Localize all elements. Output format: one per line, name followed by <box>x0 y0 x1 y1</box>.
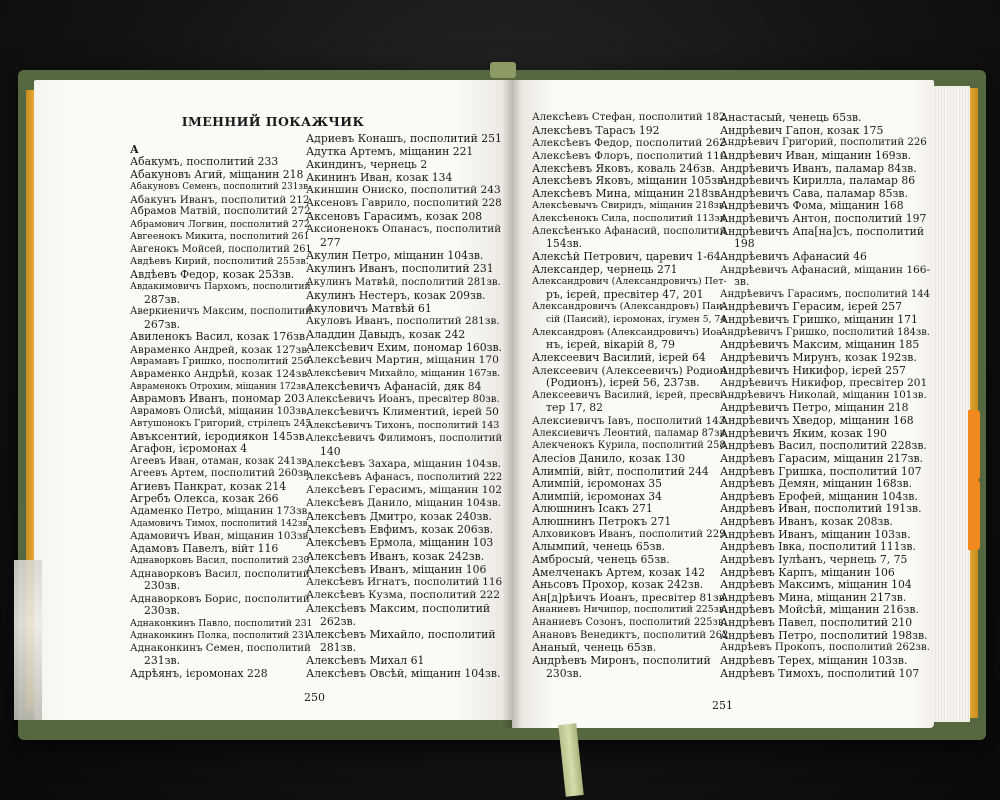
book-gutter <box>502 80 522 728</box>
index-entry: Андрѣевичъ Никифор, ієрей 257 <box>720 363 906 377</box>
index-entry: Андрѣевичъ Гарасимъ, посполитий 144 <box>720 288 931 300</box>
index-entry: Ананиевъ Созонъ, посполитий 225зв. <box>532 617 727 628</box>
index-entry: 287зв. <box>144 292 181 306</box>
index-entry: Андрѣевъ Мина, міщанин 217зв. <box>720 590 907 604</box>
index-entry: Автушонокъ Григорий, стрілецъ 245 <box>130 418 312 430</box>
index-entry: Алимпій, ієромонах 34 <box>532 489 663 503</box>
index-entry: Акуловъ Иванъ, посполитий 281зв. <box>306 314 500 327</box>
index-entry: Алексѣевъ Яковъ, міщанин 105зв. <box>532 174 727 188</box>
index-entry: Андрѣевичъ Апа[на]съ, посполитий <box>720 224 925 238</box>
index-entry: Алексиевичъ Іавъ, посполитий 143 <box>532 415 726 427</box>
index-entry: Алексѣевич Ехим, пономар 160зв. <box>306 340 502 354</box>
index-entry: Андрѣевич Григорий, посполитий 226 <box>720 137 927 149</box>
index-entry: Авъксентий, ієродиякон 145зв. <box>130 429 309 443</box>
index-entry: Андрѣевичъ Мирунъ, козак 192зв. <box>720 350 917 364</box>
index-entry: Авиленокъ Васил, козак 176зв. <box>130 330 309 344</box>
index-entry: Андрѣевичъ Иванъ, паламар 84зв. <box>720 161 917 175</box>
index-entry: 154зв. <box>546 237 583 251</box>
index-entry: Андрѣевъ Петро, посполитий 198зв. <box>720 628 928 642</box>
index-entry: Алексѣевъ Флоръ, посполитий 110 <box>532 149 727 162</box>
index-entry: Андрѣевъ Миронъ, посполитий <box>532 653 711 667</box>
index-entry: Ананиевъ Ничипор, посполитий 225зв. <box>532 604 728 616</box>
index-entry: Алесіов Данило, козак 130 <box>532 451 686 465</box>
index-entry: Алексѣевичъ Иоанъ, пресвітер 80зв. <box>306 393 500 405</box>
index-entry: Авраменко Андрѣй, козак 124зв. <box>130 368 311 381</box>
index-entry: 267зв. <box>144 317 181 331</box>
index-entry: Андрѣевичъ Фома, міщанин 168 <box>720 199 904 213</box>
index-entry: Адамовъ Павелъ, війт 116 <box>130 542 279 555</box>
index-entry: Абакумъ, посполитий 233 <box>130 155 279 169</box>
index-entry: Андрѣевичъ Никифор, пресвітер 201 <box>720 377 928 390</box>
index-entry: Абакунъ Иванъ, посполитий 212 <box>130 193 310 206</box>
index-entry: Александровъ (Александровичъ) Иоа- <box>532 326 726 338</box>
index-entry: 230зв. <box>546 666 583 680</box>
page-number-right: 251 <box>712 699 733 712</box>
index-entry: Андрѣевичъ Афанасий 46 <box>720 249 867 263</box>
index-entry: Аднаконкинъ Полка, посполитий 231 <box>130 631 310 642</box>
index-entry: Андрѣевич Иван, міщанин 169зв. <box>720 148 912 162</box>
index-entry: Алексѣевъ Данило, міщанин 104зв. <box>306 497 502 510</box>
index-entry: Алексѣевичъ Афанасій, дяк 84 <box>306 379 482 393</box>
index-entry: Агеевъ Артем, посполитий 260зв. <box>130 468 313 480</box>
index-entry: нъ, ієрей, вікарій 8, 79 <box>546 338 675 352</box>
index-entry: Аксионенокъ Опанасъ, посполитий <box>306 223 502 236</box>
index-entry: Абрамов Матвій, посполитий 272 <box>130 206 311 218</box>
index-entry: Андрѣевъ Iулѣанъ, чернець 7, 75 <box>720 552 908 566</box>
right-column-1 <box>532 112 728 680</box>
index-entry: Андрѣевъ Карпъ, міщанин 106 <box>720 565 895 579</box>
index-entry: Андрѣевъ Павел, посполитий 210 <box>720 616 913 629</box>
right-page <box>512 80 934 728</box>
index-entry: Андрѣевичъ Кирилла, паламар 86 <box>720 174 916 188</box>
index-entry: Алексѣевъ Афанасъ, посполитий 222 <box>306 472 503 484</box>
index-entry: Авраменокъ Отрохим, міщанин 172зв. <box>130 381 309 392</box>
index-entry: Алюшнинъ Петрокъ 271 <box>532 515 672 528</box>
index-entry: Андрѣевичъ Хведор, міщанин 168 <box>720 414 914 427</box>
index-entry: сій (Паисий), ієромонах, ігумен 5, 74 <box>546 314 727 325</box>
index-entry: Акининъ Иван, козак 134 <box>306 171 453 185</box>
index-entry: Абакуновъ Агий, міщанин 218 <box>130 167 304 181</box>
index-entry: Андрѣевъ Иванъ, міщанин 103зв. <box>720 527 911 541</box>
index-entry: Алексѣенокъ Сила, посполитий 113зв. <box>532 213 729 224</box>
index-entry: Алексѣевъ Федор, посполитий 262 <box>532 137 726 150</box>
index-entry: Алексѣевичъ Климентий, ієрей 50 <box>306 405 499 418</box>
index-entry: Акуловичъ Матвѣй 61 <box>306 301 432 315</box>
index-entry: Алексѣевич Михайло, міщанин 167зв. <box>306 367 501 379</box>
index-entry: Алексеевич Василий, ієрей 64 <box>532 350 706 364</box>
index-entry: 281зв. <box>320 640 357 654</box>
index-entry: Андрѣевич Гапон, козак 175 <box>720 123 884 137</box>
index-entry: Аднаворковъ Васил, посполитий <box>130 567 310 580</box>
index-entry: Анастасый, ченець 65зв. <box>720 111 862 124</box>
index-entry: Алекченокъ Курила, посполитий 258 <box>532 440 726 452</box>
index-entry: Андрѣевъ Терех, міщанин 103зв. <box>720 653 908 667</box>
page-stack <box>930 86 970 722</box>
index-entry: Адутка Артемъ, міщанин 221 <box>306 145 474 159</box>
index-entry: Акулинъ Нестеръ, козак 209зв. <box>306 288 486 302</box>
index-entry: Алексѣевъ Тарасъ 192 <box>532 123 660 137</box>
index-entry: Андрѣевичъ Афанасий, міщанин 166- <box>720 263 931 276</box>
index-entry: А <box>130 143 139 156</box>
index-entry: Алексѣенъко Афанасий, посполитий <box>532 225 727 237</box>
index-entry: Авдѣевъ Кирий, посполитий 255зв. <box>130 256 309 268</box>
index-entry: Аврамовъ Олисѣй, міщанин 103зв. <box>130 405 310 417</box>
index-entry: Аднаворковъ Борис, посполитий <box>130 592 310 605</box>
index-entry: Андрѣевичъ Герасим, ієрей 257 <box>720 300 902 314</box>
index-entry: Авдѣевъ Федор, козак 253зв. <box>130 267 295 281</box>
index-entry: Андрѣевичъ Сава, паламар 85зв. <box>720 186 908 200</box>
index-entry: Андрѣевичъ Яким, козак 190 <box>720 426 887 440</box>
index-entry: Алюшнинъ Ісакъ 271 <box>532 502 653 516</box>
index-entry: Акиндинъ, чернець 2 <box>306 158 428 172</box>
index-entry: Алексѣевичъ Филимонъ, посполитий <box>306 433 503 445</box>
index-entry: Алексеевичъ Василий, ієрей, пресві- <box>532 389 727 401</box>
index-entry: Акулинъ Матвѣй, посполитий 281зв. <box>306 276 501 288</box>
index-entry: Алексѣевъ Иванъ, козак 242зв. <box>306 549 485 563</box>
index-entry: Агиевъ Панкрат, козак 214 <box>130 479 287 493</box>
index-entry: Андрѣевъ Гришка, посполитий 107 <box>720 464 922 478</box>
left-column-1 <box>130 144 312 680</box>
index-entry: Алимпій, війт, посполитий 244 <box>532 464 709 478</box>
index-entry: Алексѣевъ Овсѣй, міщанин 104зв. <box>306 666 501 680</box>
page-number-left: 250 <box>304 691 325 704</box>
index-entry: Алексѣевъ Яковъ, коваль 246зв. <box>532 161 716 175</box>
torn-paper-scrap <box>14 560 42 720</box>
left-column-2 <box>306 132 502 680</box>
index-entry: Алексѣевъ Захара, міщанин 104зв. <box>306 458 502 471</box>
index-entry: Акиншин Ониско, посполитий 243 <box>306 184 501 197</box>
index-entry: Александер, чернець 271 <box>532 262 678 276</box>
index-entry: Андрѣевъ Иванъ, козак 208зв. <box>720 515 893 528</box>
index-entry: Амбросый, ченець 65зв. <box>532 552 670 566</box>
index-entry: Александрович (Александровичъ) Пет- <box>532 276 727 288</box>
index-entry: Андрѣевъ Ерофей, міщанин 104зв. <box>720 489 918 503</box>
index-entry: Авгеенокъ Микита, посполитий 261 <box>130 231 310 243</box>
index-entry: ръ, ієрей, пресвітер 47, 201 <box>546 287 704 301</box>
index-entry: Андрѣевъ Прокопъ, посполитий 262зв. <box>720 642 930 654</box>
index-entry: Андрѣевъ Васил, посполитий 228зв. <box>720 439 927 453</box>
index-entry: Авдакимовичъ Пархомъ, посполитий <box>130 281 311 293</box>
index-entry: Алексѣевъ Михал 61 <box>306 653 425 667</box>
right-column-2 <box>720 112 930 680</box>
page-title: ІМЕННИЙ ПОКАЖЧИК <box>181 114 365 129</box>
index-entry: Алексѣевъ Ермола, міщанин 103 <box>306 536 494 550</box>
index-entry: Аверкиеничъ Максим, посполитий <box>130 306 312 318</box>
index-entry: Андрѣевичъ Петро, міщанин 218 <box>720 401 909 415</box>
index-entry: Абакуновъ Семенъ, посполитий 231зв. <box>130 182 311 193</box>
index-entry: Андрѣевъ Гарасим, міщанин 217зв. <box>720 451 924 465</box>
index-entry: Алексѣевич Мартин, міщанин 170 <box>306 353 499 366</box>
index-entry: Андрѣевичъ Николай, міщанин 101зв. <box>720 389 927 401</box>
index-entry: Алексѣевъ Герасимъ, міщанин 102 <box>306 484 502 497</box>
index-tab <box>968 480 980 550</box>
index-entry: Алексѣевъ Игнатъ, посполитий 116 <box>306 575 503 588</box>
index-entry: Алексѣевъ Кузма, посполитий 222 <box>306 588 500 601</box>
index-entry: Алексѣевъ Иванъ, міщанин 106 <box>306 562 487 576</box>
index-tab <box>968 410 980 480</box>
index-entry: (Родионъ), ієрей 56, 237зв. <box>546 376 700 390</box>
index-entry: Алымпий, ченець 65зв. <box>532 540 665 554</box>
left-page <box>34 80 512 720</box>
index-entry: Алексѣевъ Мина, міщанин 218зв. <box>532 186 724 200</box>
index-entry: Амелченакъ Артем, козак 142 <box>532 565 706 579</box>
index-entry: Андрѣевичъ Гришко, міщанин 171 <box>720 313 918 326</box>
index-entry: Андрѣевъ Мойсѣй, міщанин 216зв. <box>720 603 919 617</box>
index-entry: Аврамавъ Гришко, посполитий 256 <box>130 355 310 367</box>
index-entry: Алексиевичъ Леонтий, паламар 87зв. <box>532 427 729 439</box>
index-entry: Алексѣевъ Михайло, посполитий <box>306 627 496 641</box>
index-entry: Адамовичъ Тимох, посполитий 142зв. <box>130 519 311 530</box>
index-entry: Аврамовъ Иванъ, пономар 203 <box>130 392 305 406</box>
index-entry: Акулинъ Иванъ, посполитий 231 <box>306 262 494 276</box>
index-entry: Андрѣевъ Максимъ, міщанин 104 <box>720 578 912 592</box>
bookmark-top <box>490 62 516 78</box>
index-entry: 231зв. <box>144 654 181 668</box>
index-entry: Алексѣевъ Максим, посполитий <box>306 601 491 615</box>
index-entry: Андрѣевичъ Гришко, посполитий 184зв. <box>720 326 930 338</box>
index-entry: Алховиковъ Иванъ, посполитий 229 <box>532 528 726 540</box>
index-entry: Алексѣевичъ Тихонъ, посполитий 143 <box>306 420 500 432</box>
index-entry: Агребъ Олекса, козак 266 <box>130 492 279 506</box>
index-entry: Алексѣевъ Стефан, посполитий 182 <box>532 112 726 123</box>
index-entry: Аднаворковъ Васил, посполитий 230 <box>130 555 310 567</box>
index-entry: Адриевъ Конашъ, посполитий 251 <box>306 132 502 145</box>
index-entry: Андрѣевичъ Антон, посполитий 197 <box>720 212 927 225</box>
index-entry: Аксеновъ Гаврило, посполитий 228 <box>306 197 502 210</box>
index-entry: Андрѣевъ Івка, посполитий 111зв. <box>720 540 916 554</box>
index-entry: 230зв. <box>144 604 181 618</box>
index-entry: Алимпій, ієромонах 35 <box>532 477 663 491</box>
index-entry: Абрамович Логвин, посполитий 272 <box>130 218 310 230</box>
index-entry: Адамовичъ Иван, міщанин 103зв. <box>130 530 312 542</box>
index-entry: Алексѣй Петрович, царевич 1-64 <box>532 249 721 263</box>
index-entry: Алексѣевъ Дмитро, козак 240зв. <box>306 510 492 524</box>
index-entry: 230зв. <box>144 579 181 593</box>
index-entry: Адаменко Петро, міщанин 173зв. <box>130 505 311 517</box>
index-entry: 262зв. <box>320 614 357 628</box>
index-entry: Александровичъ (Александровъ) Паи- <box>532 301 726 313</box>
index-entry: Аксеновъ Гарасимъ, козак 208 <box>306 210 483 224</box>
index-entry: Андрѣевъ Демян, міщанин 168зв. <box>720 477 913 491</box>
index-entry: 198 <box>734 237 755 251</box>
index-entry: Андрѣевичъ Максим, міщанин 185 <box>720 338 920 352</box>
index-entry: Андрѣевъ Иван, посполитий 191зв. <box>720 502 922 516</box>
index-entry: Аднаконкинъ Павло, посполитий 231 <box>130 617 313 629</box>
index-entry: зв. <box>734 275 750 289</box>
index-entry: Авгенокъ Мойсей, посполитий 261 <box>130 243 312 255</box>
index-entry: Ан[д]рѣичъ Иоанъ, пресвітер 81зв. <box>532 591 728 604</box>
index-entry: Агафон, ієромонах 4 <box>130 442 248 456</box>
index-entry: Авраменко Андрей, козак 127зв. <box>130 343 311 356</box>
index-entry: Андрѣевъ Тимохъ, посполитий 107 <box>720 666 920 680</box>
index-entry: Аднаконкинъ Семен, посполитий <box>130 642 311 654</box>
index-entry: Аладдин Давыдъ, козак 242 <box>306 327 466 341</box>
index-entry: Акулин Петро, міщанин 104зв. <box>306 249 484 263</box>
index-entry: Анановъ Венедиктъ, посполитий 262 <box>532 629 729 641</box>
index-entry: Алексѣевычъ Свиридъ, міщанин 218зв. <box>532 200 728 212</box>
index-entry: тер 17, 82 <box>546 401 604 415</box>
index-entry: 277 <box>320 236 341 250</box>
index-entry: Алексеевич (Алексеевичъ) Родион <box>532 364 727 377</box>
index-entry: 140 <box>320 445 341 459</box>
index-entry: Аньсовъ Прохор, козак 242зв. <box>532 578 704 592</box>
index-entry: Ананый, ченець 65зв. <box>532 641 657 655</box>
index-entry: Алексѣевъ Евфимъ, козак 206зв. <box>306 523 494 537</box>
index-entry: Адрѣянъ, ієромонах 228 <box>130 666 268 680</box>
index-entry: Агеевъ Иван, отаман, козак 241зв. <box>130 455 311 467</box>
